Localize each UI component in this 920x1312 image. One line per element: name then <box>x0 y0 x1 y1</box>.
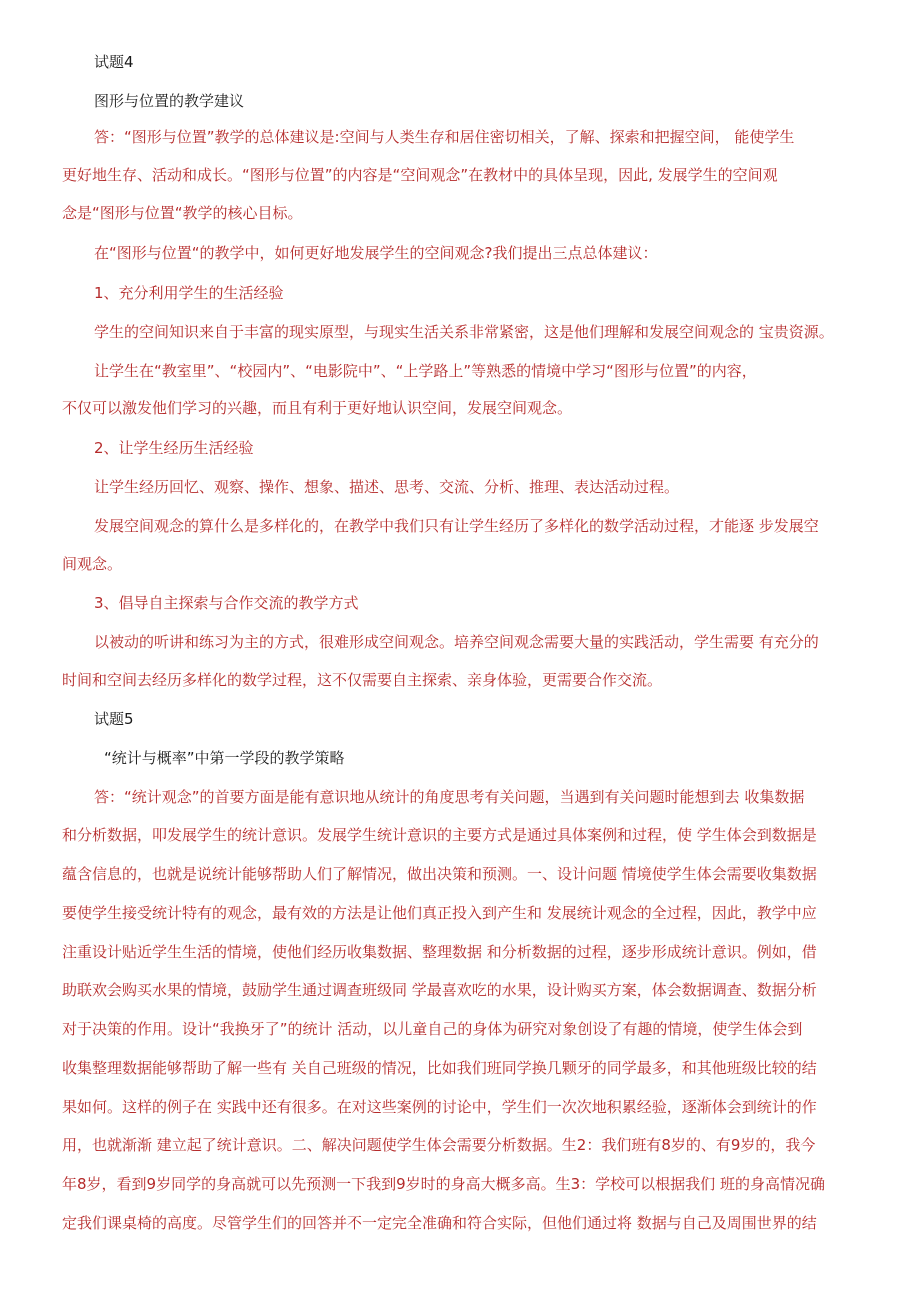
q5-para1-line4: 要使学生接受统计特有的观念，最有效的方法是让他们真正投入到产生和 发展统计观念的全过程，因此，教学中应 <box>62 904 817 922</box>
q4-item2-para1: 让学生经历回忆、观察、操作、想象、描述、思考、交流、分析、推理、表达活动过程。 <box>94 478 680 496</box>
q5-para1-line9: 果如何。这样的例子在 实践中还有很多。在对这些案例的讨论中，学生们一次次地积累经验，逐渐体会到统计的作 <box>62 1098 817 1116</box>
q4-item2-para2-line2: 间观念。 <box>62 555 123 573</box>
q4-para1-line2: 更好地生存、活动和成长。“图形与位置”的内容是“空间观念”在教材中的具体呈现，因此, 发展学生的空间观 <box>62 166 778 184</box>
q4-item3-para1-line1: 以被动的听讲和练习为主的方式，很难形成空间观念。培养空间观念需要大量的实践活动，学生需要 有充分的 <box>94 633 819 651</box>
q4-item1-para2-line1: 让学生在“教室里”、“校园内”、“电影院中”、“上学路上”等熟悉的情境中学习“图形与位置”的内容， <box>94 362 757 380</box>
q5-para1-line10: 用，也就渐渐 建立起了统计意识。二、解决问题使学生体会需要分析数据。生2：我们班有8岁的、有9岁的，我今 <box>62 1136 816 1154</box>
q5-title: 试题5 <box>94 710 134 728</box>
q4-para1-line1: 答：“图形与位置”教学的总体建议是:空间与人类生存和居住密切相关，了解、探索和把握空间， 能使学生 <box>94 128 795 146</box>
q4-item1-para1: 学生的空间知识来自于丰富的现实原型，与现实生活关系非常紧密，这是他们理解和发展空间观念的 宝贵资源。 <box>94 323 834 341</box>
q4-subtitle: 图形与位置的教学建议 <box>94 92 245 110</box>
q4-item3-para1-line2: 时间和空间去经历多样化的数学过程，这不仅需要自主探索、亲身体验，更需要合作交流。 <box>62 671 663 689</box>
q5-para1-line5: 注重设计贴近学生生活的情境，使他们经历收集数据、整理数据 和分析数据的过程，逐步形成统计意识。例如，借 <box>62 943 817 961</box>
q5-para1-line12: 定我们课桌椅的高度。尽管学生们的回答并不一定完全准确和符合实际，但他们通过将 数据与自己及周围世界的结 <box>62 1214 817 1232</box>
q5-para1-line8: 收集整理数据能够帮助了解一些有 关自己班级的情况，比如我们班同学换几颗牙的同学最多，和其他班级比较的结 <box>62 1059 817 1077</box>
q4-para2: 在“图形与位置“的教学中，如何更好地发展学生的空间观念?我们提出三点总体建议： <box>94 244 658 262</box>
q5-para1-line11: 年8岁，看到9岁同学的身高就可以先预测一下我到9岁时的身高大概多高。生3：学校可以根据我们 班的身高情况确 <box>62 1175 825 1193</box>
q4-para1-line3: 念是“图形与位置“教学的核心目标。 <box>62 204 303 222</box>
q5-para1-line2: 和分析数据，叩发展学生的统计意识。发展学生统计意识的主要方式是通过具体案例和过程，使 学生体会到数据是 <box>62 826 817 844</box>
q4-item1-para2-line2: 不仅可以激发他们学习的兴趣，而且有利于更好地认识空间，发展空间观念。 <box>62 399 573 417</box>
q4-item2-para2-line1: 发展空间观念的算什么是多样化的，在教学中我们只有让学生经历了多样化的数学活动过程，才能逐 步发展空 <box>94 517 819 535</box>
q5-subtitle: “统计与概率”中第一学段的教学策略 <box>104 749 345 767</box>
q5-para1-line6: 助联欢会购买水果的情境，鼓励学生通过调查班级同 学最喜欢吃的水果，设计购买方案，体会数据调查、数据分析 <box>62 981 817 999</box>
q5-para1-line1: 答：“统计观念”的首要方面是能有意识地从统计的角度思考有关问题，当遇到有关问题时能想到去 收集数据 <box>94 788 805 806</box>
q5-para1-line7: 对于决策的作用。设计“我换牙了”的统计 活动，以儿童自己的身体为研究对象创设了有趣的情境，使学生体会到 <box>62 1020 803 1038</box>
q4-title: 试题4 <box>94 53 134 71</box>
q4-item2-heading: 2、让学生经历生活经验 <box>94 439 254 457</box>
q4-item3-heading: 3、倡导自主探索与合作交流的教学方式 <box>94 594 359 612</box>
q5-para1-line3: 蕴含信息的，也就是说统计能够帮助人们了解情况，做出决策和预测。一、设计问题 情境使学生体会需要收集数据 <box>62 865 817 883</box>
q4-item1-heading: 1、充分利用学生的生活经验 <box>94 284 284 302</box>
